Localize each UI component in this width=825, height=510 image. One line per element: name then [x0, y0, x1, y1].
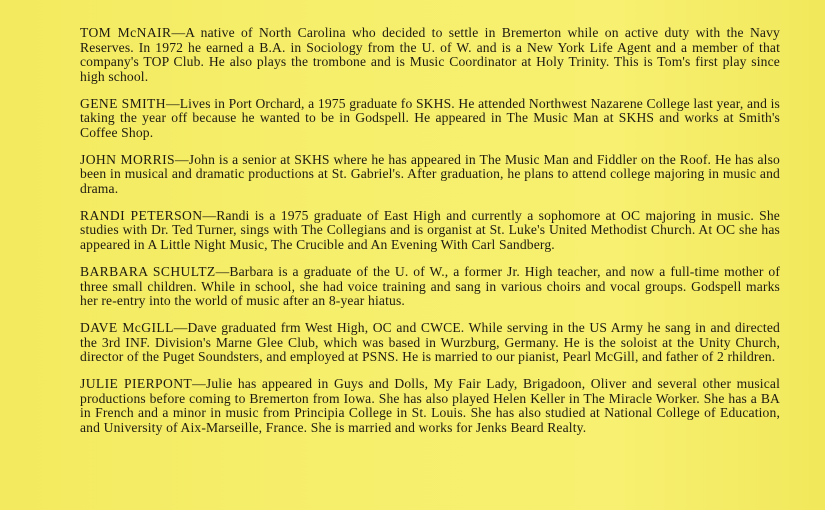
- bio-name: TOM McNAIR: [80, 25, 172, 40]
- bio-name: DAVE McGILL: [80, 319, 174, 335]
- bio-text: —Randi is a 1975 graduate of East High and currently a sophomore at OC majoring in music. She studies with Dr. Ted Turner, sings with The Collegians and is organist at St. Luke's United Methodist Church. At OC she has appeared in A Little Night Music, The Crucible and An Evening With Carl Sandberg.: [80, 207, 780, 253]
- bio-barbara-schultz: [80, 265, 780, 309]
- bio-tom-mcnair: [80, 26, 780, 84]
- cast-bios: [80, 26, 780, 448]
- bio-john-morris: [80, 153, 780, 197]
- bio-name: BARBARA SCHULTZ: [80, 263, 216, 279]
- bio-name: JULIE PIERPONT: [80, 376, 193, 392]
- bio-text: —Lives in Port Orchard, a 1975 graduate fo SKHS. He attended Northwest Nazarene College last year, and is taking the year off because he wanted to be in Godspell. He appeared in The Music Man at SKHS and works at Smith's Coffee Shop.: [80, 95, 780, 140]
- bio-text: —Julie has appeared in Guys and Dolls, My Fair Lady, Brigadoon, Oliver and several other musical productions before coming to Bremerton from Iowa. She has also played Helen Keller in The Miracle Worker. She has a BA in French and a minor in music from Principia College in St. Louis. She has also studied at National College of Education, and University of Aix-Marseille, France. She is married and works for Jenks Beard Realty.: [80, 376, 780, 435]
- bio-text: —Dave graduated frm West High, OC and CWCE. While serving in the US Army he sang in and directed the 3rd INF. Division's Marne Glee Club, which was based in Wurzburg, Germany. He is the soloist at the Unity Church, director of the Puget Soundsters, and employed at PSNS. He is married to our pianist, Pearl McGill, and father of 2 rhildren.: [80, 319, 780, 365]
- bio-text: —Barbara is a graduate of the U. of W., a former Jr. High teacher, and now a full-time mother of three small children. While in school, she had voice training and sang in various choirs and vocal groups. Godspell marks her re-entry into the world of music after an 8-year hiatus.: [80, 263, 781, 309]
- bio-name: RANDI PETERSON: [80, 207, 203, 223]
- bio-randi-peterson: [80, 209, 780, 253]
- bio-gene-smith: [80, 97, 780, 141]
- bio-text: —A native of North Carolina who decided to settle in Bremerton while on active duty with the Navy Reserves. In 1972 he earned a B.A. in Sociology from the U. of W. and is a New York Life Agent and a member of that company's TOP Club. He also plays the trombone and is Music Coordinator at Holy Trinity. This is Tom's first play since high school.: [80, 25, 780, 84]
- bio-dave-mcgill: [80, 321, 780, 365]
- bio-name: GENE SMITH: [80, 95, 166, 111]
- bio-text: —John is a senior at SKHS where he has appeared in The Music Man and Fiddler on the Roof. He has also been in musical and dramatic productions at St. Gabriel's. After graduation, he plans to attend college majoring in music and drama.: [80, 151, 780, 196]
- bio-julie-pierpont: [80, 377, 780, 435]
- bio-name: JOHN MORRIS: [80, 151, 176, 167]
